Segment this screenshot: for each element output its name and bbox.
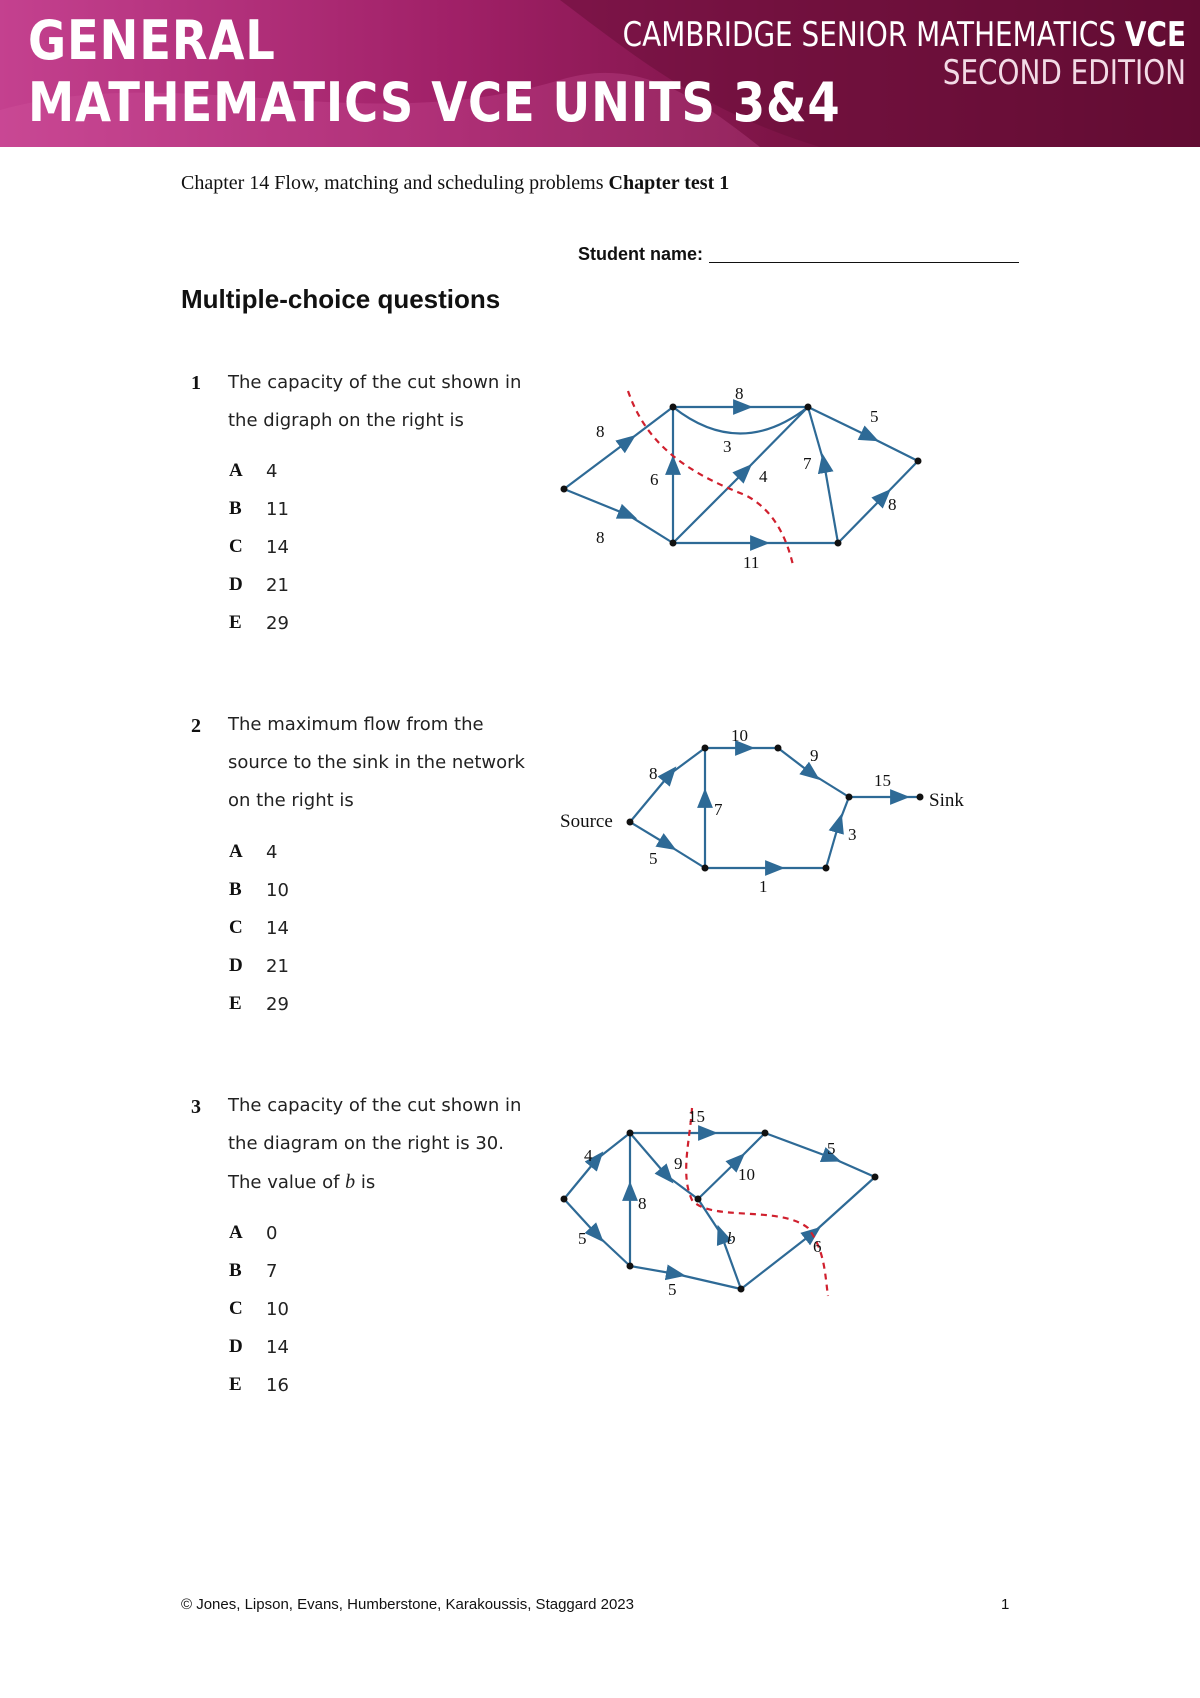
option-value: 21 [266, 955, 289, 977]
option-letter: C [229, 917, 243, 938]
option-value: 7 [266, 1260, 278, 1282]
edge-label: 9 [674, 1154, 683, 1173]
edge-label: 5 [668, 1280, 677, 1299]
chapter-name: Chapter 14 Flow, matching and scheduling problems [181, 172, 604, 194]
option-letter: A [229, 460, 243, 481]
edge-label: 7 [714, 800, 723, 819]
option-letter: B [229, 879, 242, 900]
option-letter: A [229, 841, 243, 862]
series-vce: VCE [1124, 15, 1186, 55]
variable-b: b [345, 1171, 356, 1193]
option-value: 0 [266, 1222, 278, 1244]
option-letter: E [229, 1374, 242, 1395]
option-letter: D [229, 1336, 243, 1357]
copyright-footer: © Jones, Lipson, Evans, Humberstone, Karakoussis, Staggard 2023 [181, 1596, 634, 1613]
option-value: 29 [266, 612, 289, 634]
question-2-line: source to the sink in the network [228, 752, 525, 773]
q3-cut-line [686, 1108, 828, 1296]
question-3-line: The capacity of the cut shown in [228, 1095, 522, 1116]
option-letter: C [229, 536, 243, 557]
edge-label: 6 [813, 1237, 822, 1256]
edge-label: 15 [874, 771, 891, 790]
edge-label: 10 [738, 1165, 755, 1184]
chapter-test-label: Chapter test 1 [608, 172, 730, 194]
edge-label: 3 [848, 825, 857, 844]
edge-label: 11 [743, 553, 760, 572]
edge-label: 4 [759, 467, 768, 486]
question-1-number: 1 [191, 372, 201, 394]
question-1-line: The capacity of the cut shown in [228, 372, 522, 393]
edge-label: 9 [810, 746, 819, 765]
option-value: 21 [266, 574, 289, 596]
option-letter: C [229, 1298, 243, 1319]
option-value: 10 [266, 1298, 289, 1320]
edge-label: 5 [578, 1229, 587, 1248]
student-name-label: Student name: [578, 244, 704, 264]
option-value: 14 [266, 536, 289, 558]
question-2-number: 2 [191, 715, 201, 737]
question-2-line: on the right is [228, 790, 354, 811]
book-title-line2: MATHEMATICS VCE UNITS 3&4 [28, 71, 841, 134]
question-3-number: 3 [191, 1096, 201, 1118]
series-name: CAMBRIDGE SENIOR MATHEMATICS [622, 15, 1117, 55]
edge-label: 5 [870, 407, 879, 426]
option-value: 10 [266, 879, 289, 901]
question-1-line: the digraph on the right is [228, 410, 464, 431]
edge-label: 8 [649, 764, 658, 783]
option-value: 16 [266, 1374, 289, 1396]
option-value: 11 [266, 498, 289, 520]
question-3-line: the diagram on the right is 30. [228, 1133, 504, 1154]
sink-label: Sink [929, 790, 964, 811]
edge-label: 8 [888, 495, 897, 514]
edge-label: 8 [638, 1194, 647, 1213]
section-heading: Multiple-choice questions [181, 284, 501, 314]
edge-label: 10 [731, 726, 748, 745]
option-letter: D [229, 955, 243, 976]
option-letter: D [229, 574, 243, 595]
option-letter: E [229, 612, 242, 633]
source-label: Source [560, 811, 613, 832]
edge-label: 15 [688, 1107, 705, 1126]
option-value: 29 [266, 993, 289, 1015]
option-letter: E [229, 993, 242, 1014]
book-title-line1: GENERAL [28, 9, 276, 72]
edge-label: 8 [735, 384, 744, 403]
question-3-text-part: is [360, 1172, 376, 1193]
edition-label: SECOND EDITION [942, 53, 1186, 93]
edge-label: 6 [650, 470, 659, 489]
option-value: 4 [266, 841, 278, 863]
edge-label: 1 [759, 877, 768, 896]
option-letter: B [229, 498, 242, 519]
edge-label: 7 [803, 454, 812, 473]
edge-label: 8 [596, 528, 605, 547]
option-value: 4 [266, 460, 278, 482]
edge-label: 5 [649, 849, 658, 868]
edge-label: 5 [827, 1139, 836, 1158]
option-letter: B [229, 1260, 242, 1281]
question-3-text-part: The value of [228, 1172, 340, 1193]
edge-label: 3 [723, 437, 732, 456]
edge-label: b [727, 1229, 736, 1248]
option-value: 14 [266, 1336, 289, 1358]
edge-label: 8 [596, 422, 605, 441]
option-letter: A [229, 1222, 243, 1243]
option-value: 14 [266, 917, 289, 939]
question-2-line: The maximum flow from the [228, 714, 484, 735]
edge-label: 4 [584, 1146, 593, 1165]
page-number: 1 [1001, 1596, 1010, 1613]
